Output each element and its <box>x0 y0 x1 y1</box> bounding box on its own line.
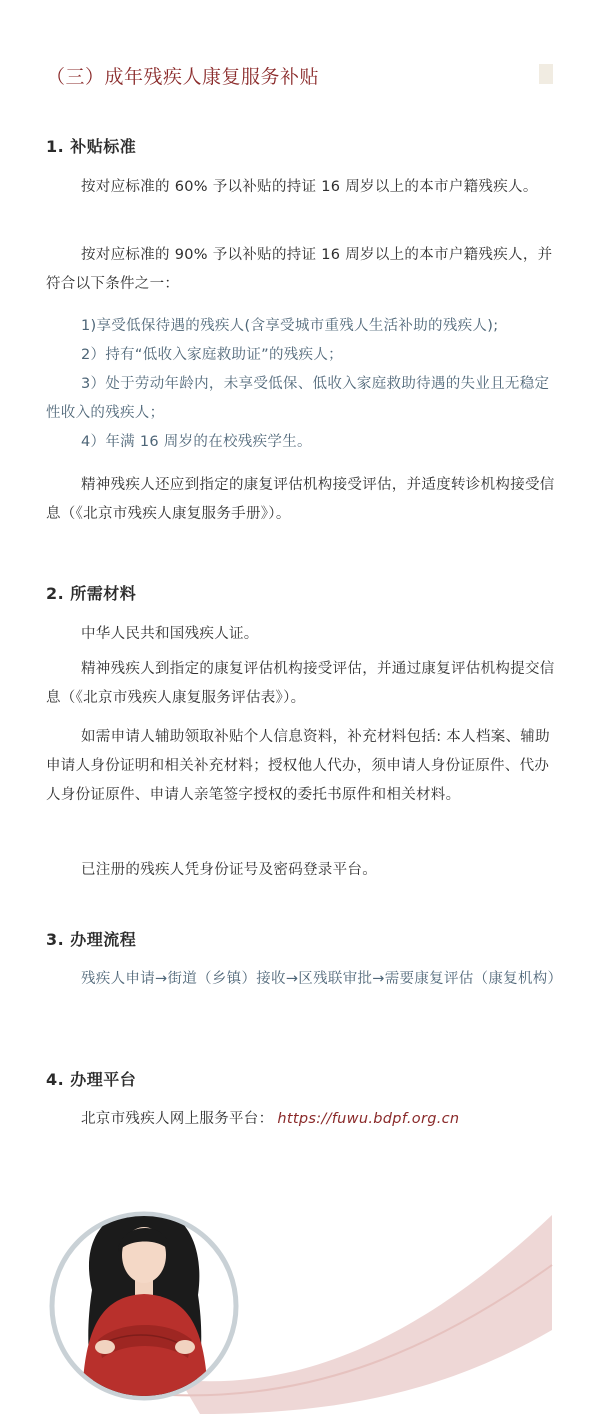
paragraph-supplementary: 如需申请人辅助领取补贴个人信息资料，补充材料包括: 本人档案、辅助申请人身份证明和相关补充材料；授权他人代办，须申请人身份证原件、代办人身份证原件、申请人亲笔签字授权的委托书原件和相关材料。 <box>46 729 550 803</box>
platform-line <box>81 1107 459 1128</box>
paragraph-disability-card: 中华人民共和国残疾人证。 <box>81 626 259 642</box>
section-heading-process: 3. 办理流程 <box>46 930 137 949</box>
condition-item-4: 4）年满 16 周岁的在校残疾学生。 <box>81 434 312 450</box>
section-heading-materials: 2. 所需材料 <box>46 584 137 603</box>
paragraph-mental-disability: 精神残疾人还应到指定的康复评估机构接受评估，并适度转诊机构接受信息（《北京市残疾人康复服务手册》）。 <box>46 477 555 522</box>
paragraph-90-percent: 按对应标准的 90% 予以补贴的持证 16 周岁以上的本市户籍残疾人，并符合以下条件之一： <box>46 247 553 292</box>
platform-label: 北京市残疾人网上服务平台： <box>81 1111 274 1127</box>
process-flow: 残疾人申请→街道（乡镇）接收→区残联审批→需要康复评估（康复机构） <box>81 971 563 987</box>
corner-decoration <box>539 64 553 84</box>
condition-item-3: 3）处于劳动年龄内，未享受低保、低收入家庭救助待遇的失业且无稳定性收入的残疾人； <box>46 376 550 421</box>
footer-illustration <box>0 1190 600 1414</box>
platform-link[interactable]: https://fuwu.bdpf.org.cn <box>277 1111 460 1127</box>
paragraph-login: 已注册的残疾人凭身份证号及密码登录平台。 <box>81 862 377 878</box>
paragraph-60-percent: 按对应标准的 60% 予以补贴的持证 16 周岁以上的本市户籍残疾人。 <box>81 179 538 195</box>
woman-avatar <box>82 1208 208 1400</box>
section-heading-standard: 1. 补贴标准 <box>46 137 137 156</box>
condition-item-1: 1)享受低保待遇的残疾人(含享受城市重残人生活补助的残疾人); <box>81 318 499 334</box>
section-heading-platform: 4. 办理平台 <box>46 1070 137 1089</box>
condition-item-2: 2）持有“低收入家庭救助证”的残疾人； <box>81 347 343 363</box>
page-title: （三）成年残疾人康复服务补贴 <box>46 66 320 88</box>
paragraph-assessment: 精神残疾人到指定的康复评估机构接受评估，并通过康复评估机构提交信息（《北京市残疾人康复服务评估表》）。 <box>46 661 555 706</box>
